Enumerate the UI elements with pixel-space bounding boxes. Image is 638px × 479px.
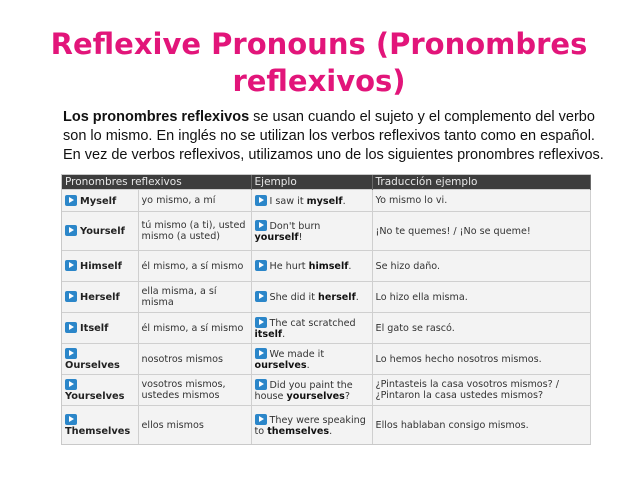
translation-cell: Lo hemos hecho nosotros mismos. xyxy=(372,344,590,375)
pronoun-cell xyxy=(62,375,138,406)
pronouns-table xyxy=(61,174,591,445)
pronoun-cell xyxy=(62,212,138,251)
pronoun-label: Herself xyxy=(80,292,120,303)
play-audio-icon[interactable] xyxy=(65,225,77,236)
play-audio-icon[interactable] xyxy=(65,322,77,333)
example-cell xyxy=(251,212,372,251)
header-ejemplo: Ejemplo xyxy=(251,175,372,190)
translation-cell: ¡No te quemes! / ¡No se queme! xyxy=(372,212,590,251)
table-row xyxy=(62,212,590,251)
example-text: The cat scratched xyxy=(269,317,356,329)
table-row xyxy=(62,313,590,344)
example-cell xyxy=(251,251,372,282)
play-audio-icon[interactable] xyxy=(255,348,267,359)
pronoun-cell xyxy=(62,344,138,375)
example-cell xyxy=(251,190,372,212)
pronoun-cell xyxy=(62,313,138,344)
example-text: We made it xyxy=(269,348,325,360)
example-text: I saw it xyxy=(269,195,307,207)
example-cell xyxy=(251,406,372,445)
pronoun-cell xyxy=(62,251,138,282)
example-pronoun: herself xyxy=(318,292,356,303)
example-punct: . xyxy=(329,425,333,437)
example-text: She did it xyxy=(269,292,319,303)
pronoun-cell xyxy=(62,190,138,212)
pronoun-label: Themselves xyxy=(65,425,131,437)
table-row xyxy=(62,282,590,313)
spanish-cell: él mismo, a sí mismo xyxy=(138,313,251,344)
pronoun-label: Himself xyxy=(80,261,122,272)
pronoun-label: Yourselves xyxy=(65,390,125,402)
pronoun-label: Itself xyxy=(80,323,109,334)
table-row xyxy=(62,406,590,445)
translation-cell: Lo hizo ella misma. xyxy=(372,282,590,313)
example-text: Did you paint the house xyxy=(254,379,353,402)
example-pronoun: yourselves xyxy=(286,390,345,402)
spanish-cell: ellos mismos xyxy=(138,406,251,445)
translation-cell: El gato se rascó. xyxy=(372,313,590,344)
example-text: They were speaking to xyxy=(254,414,366,437)
example-pronoun: itself xyxy=(254,328,283,340)
table-row xyxy=(62,251,590,282)
play-audio-icon[interactable] xyxy=(65,348,77,359)
title-line-2: reflexivos) xyxy=(232,64,406,98)
spanish-cell: vosotros mismos, ustedes mismos xyxy=(138,375,251,406)
example-pronoun: yourself xyxy=(254,231,299,243)
translation-cell: Ellos hablaban consigo mismos. xyxy=(372,406,590,445)
play-audio-icon[interactable] xyxy=(65,195,77,206)
play-audio-icon[interactable] xyxy=(255,195,267,206)
table-row xyxy=(62,375,590,406)
play-audio-icon[interactable] xyxy=(255,317,267,328)
example-punct: ? xyxy=(344,390,350,402)
play-audio-icon[interactable] xyxy=(65,379,77,390)
example-punct: . xyxy=(355,292,359,303)
table-row xyxy=(62,190,590,212)
translation-cell: ¿Pintasteis la casa vosotros mismos? / ¿Pintaron la casa ustedes mismos? xyxy=(372,375,590,406)
table-header-row xyxy=(62,175,590,190)
example-cell xyxy=(251,375,372,406)
example-cell xyxy=(251,282,372,313)
example-text: He hurt xyxy=(269,261,309,272)
example-punct: ! xyxy=(298,231,303,243)
spanish-cell: nosotros mismos xyxy=(138,344,251,375)
intro-line-2: son lo mismo. En inglés no se utilizan los verbos reflexivos tanto como en español. xyxy=(63,128,595,144)
pronoun-cell xyxy=(62,282,138,313)
intro-line-1: se usan cuando el sujeto y el complemento del verbo xyxy=(249,109,595,125)
example-cell xyxy=(251,344,372,375)
spanish-cell: tú mismo (a ti), usted mismo (a usted) xyxy=(138,212,251,251)
play-audio-icon[interactable] xyxy=(255,379,267,390)
play-audio-icon[interactable] xyxy=(65,291,77,302)
pronoun-label: Myself xyxy=(80,195,117,207)
pronoun-label: Ourselves xyxy=(65,359,120,371)
example-pronoun: themselves xyxy=(267,425,330,437)
example-text: Don't burn xyxy=(269,220,321,232)
spanish-cell: yo mismo, a mí xyxy=(138,190,251,212)
header-traduccion: Traducción ejemplo xyxy=(372,175,590,190)
spanish-cell: él mismo, a sí mismo xyxy=(138,251,251,282)
intro-paragraph xyxy=(63,108,623,165)
example-punct: . xyxy=(306,359,310,371)
play-audio-icon[interactable] xyxy=(255,414,267,425)
example-pronoun: myself xyxy=(306,195,343,207)
page-title xyxy=(0,26,638,100)
translation-cell: Yo mismo lo vi. xyxy=(372,190,590,212)
spanish-cell: ella misma, a sí misma xyxy=(138,282,251,313)
table-row xyxy=(62,344,590,375)
play-audio-icon[interactable] xyxy=(255,220,267,231)
play-audio-icon[interactable] xyxy=(65,414,77,425)
example-punct: . xyxy=(348,261,352,272)
example-cell xyxy=(251,313,372,344)
play-audio-icon[interactable] xyxy=(65,260,77,271)
example-pronoun: himself xyxy=(308,261,349,272)
pronoun-label: Yourself xyxy=(80,226,125,237)
intro-line-3: En vez de verbos reflexivos, utilizamos uno de los siguientes pronombres reflexivos. xyxy=(63,147,604,163)
play-audio-icon[interactable] xyxy=(255,291,267,302)
header-pronombres: Pronombres reflexivos xyxy=(62,175,251,190)
example-punct: . xyxy=(342,195,346,207)
pronoun-cell xyxy=(62,406,138,445)
intro-bold-term: Los pronombres reflexivos xyxy=(63,109,250,125)
play-audio-icon[interactable] xyxy=(255,260,267,271)
example-pronoun: ourselves xyxy=(254,359,307,371)
title-line-1: Reflexive Pronouns (Pronombres xyxy=(50,27,588,61)
translation-cell: Se hizo daño. xyxy=(372,251,590,282)
example-punct: . xyxy=(282,328,286,340)
